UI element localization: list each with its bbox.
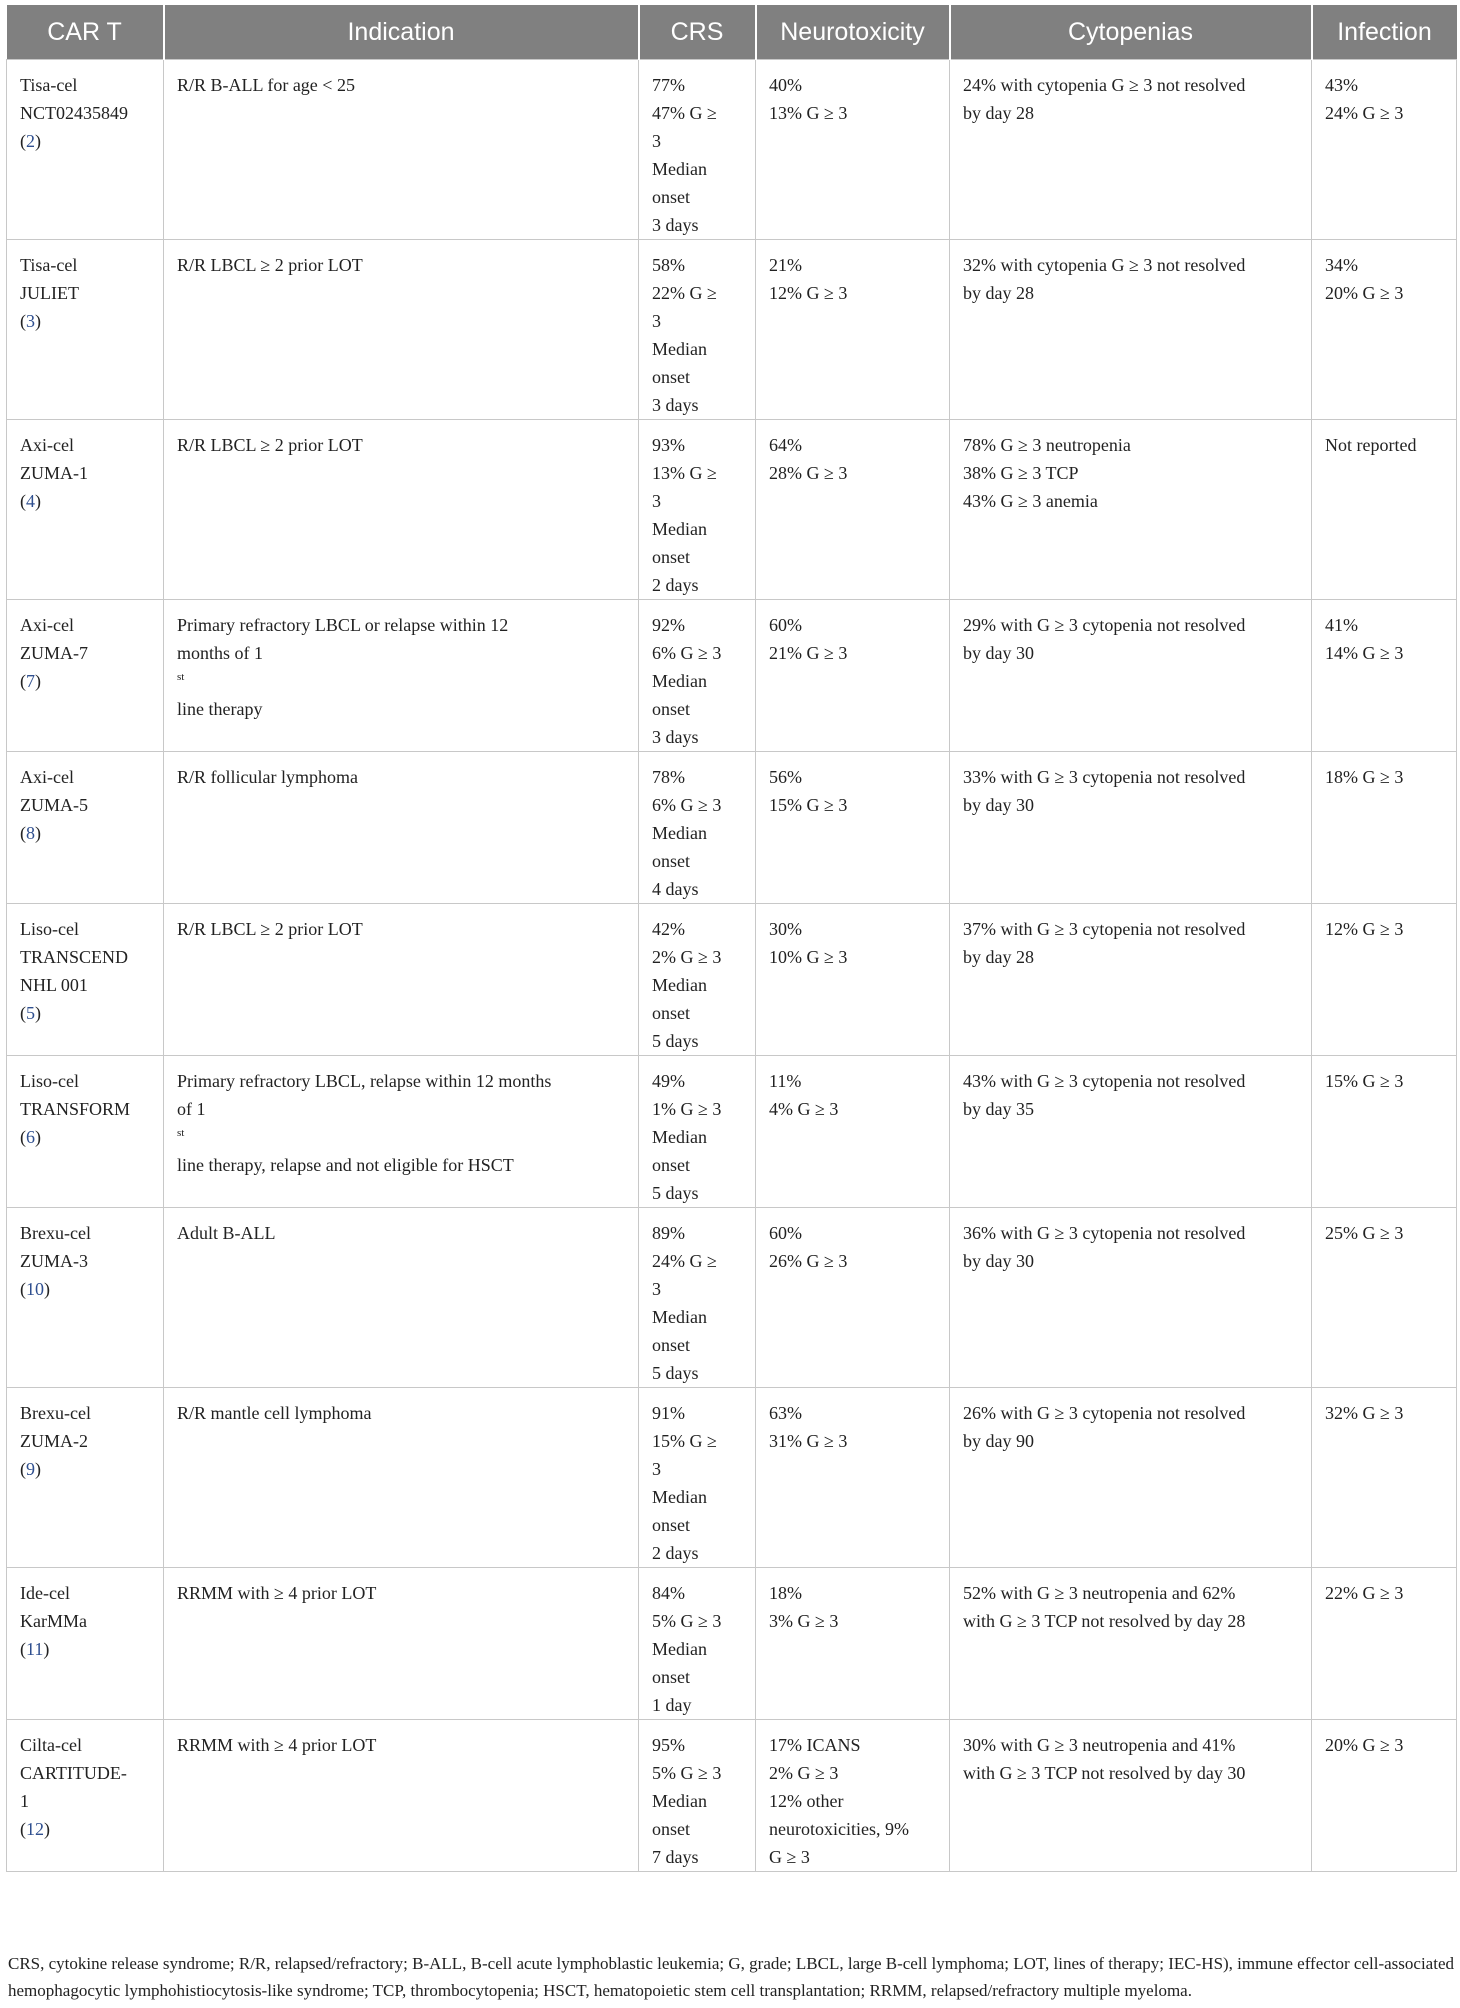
cell-neurotoxicity: [756, 240, 950, 420]
cell-infection: [1312, 420, 1457, 600]
cell-cytopenias: [950, 1208, 1312, 1388]
neurotoxicity-line: 26% G ≥ 3: [769, 1251, 848, 1271]
cell-indication: [164, 420, 639, 600]
reference-link[interactable]: 12: [26, 1819, 44, 1839]
cytopenias-line: 30% with G ≥ 3 neutropenia and 41%: [963, 1735, 1236, 1755]
neurotoxicity-line: 56%: [769, 767, 802, 787]
cell-neurotoxicity: [756, 600, 950, 752]
car-t-name-line: Brexu-cel: [20, 1403, 91, 1423]
header-infection: Infection: [1312, 5, 1457, 60]
crs-line: Median: [652, 1639, 707, 1659]
crs-line: 78%: [652, 767, 685, 787]
crs-line: 5 days: [652, 1363, 699, 1383]
cytopenias-line: by day 28: [963, 283, 1034, 303]
neurotoxicity-line: 31% G ≥ 3: [769, 1431, 848, 1451]
infection-line: 25% G ≥ 3: [1325, 1223, 1404, 1243]
table-row: [7, 1388, 1457, 1568]
car-t-name-line: Axi-cel: [20, 435, 74, 455]
infection-line: 12% G ≥ 3: [1325, 919, 1404, 939]
cell-infection: [1312, 1568, 1457, 1720]
reference-link[interactable]: 9: [26, 1459, 35, 1479]
reference: (9): [20, 1459, 41, 1479]
crs-line: onset: [652, 1515, 690, 1535]
reference: (8): [20, 823, 41, 843]
cytopenias-line: with G ≥ 3 TCP not resolved by day 30: [963, 1763, 1246, 1783]
reference-link[interactable]: 7: [26, 671, 35, 691]
crs-line: 58%: [652, 255, 685, 275]
crs-line: 3: [652, 131, 661, 151]
header-indication: Indication: [164, 5, 639, 60]
reference-link[interactable]: 10: [26, 1279, 44, 1299]
cell-infection: [1312, 904, 1457, 1056]
table-row: [7, 1208, 1457, 1388]
indication-text: RRMM with ≥ 4 prior LOT: [177, 1583, 377, 1603]
cytopenias-line: 37% with G ≥ 3 cytopenia not resolved: [963, 919, 1246, 939]
indication-text: months of 1: [177, 643, 264, 663]
cell-indication: [164, 240, 639, 420]
infection-line: 18% G ≥ 3: [1325, 767, 1404, 787]
cell-cytopenias: [950, 240, 1312, 420]
crs-line: 13% G ≥: [652, 463, 717, 483]
crs-line: 6% G ≥ 3: [652, 643, 722, 663]
neurotoxicity-line: 21% G ≥ 3: [769, 643, 848, 663]
crs-line: Median: [652, 671, 707, 691]
infection-line: 20% G ≥ 3: [1325, 283, 1404, 303]
car-t-name-line: Tisa-cel: [20, 255, 78, 275]
neurotoxicity-line: 12% other: [769, 1791, 844, 1811]
neurotoxicity-line: 21%: [769, 255, 802, 275]
indication-line: [177, 639, 625, 723]
crs-line: onset: [652, 1003, 690, 1023]
crs-line: Median: [652, 1307, 707, 1327]
crs-line: onset: [652, 1155, 690, 1175]
cell-neurotoxicity: [756, 1568, 950, 1720]
indication-text: R/R LBCL ≥ 2 prior LOT: [177, 919, 363, 939]
reference: (6): [20, 1127, 41, 1147]
car-t-name-line: TRANSFORM: [20, 1099, 131, 1119]
crs-line: 5 days: [652, 1183, 699, 1203]
crs-line: onset: [652, 1819, 690, 1839]
reference-link[interactable]: 4: [26, 491, 35, 511]
cell-car-t: [7, 1208, 164, 1388]
reference: (3): [20, 311, 41, 331]
header-row: [7, 5, 1457, 60]
crs-line: 3: [652, 1279, 661, 1299]
cell-indication: [164, 1568, 639, 1720]
cell-crs: [639, 600, 756, 752]
car-t-name-line: NCT02435849: [20, 103, 128, 123]
cell-car-t: [7, 1568, 164, 1720]
crs-line: 4 days: [652, 879, 699, 899]
neurotoxicity-line: 12% G ≥ 3: [769, 283, 848, 303]
table-row: [7, 1568, 1457, 1720]
cell-indication: [164, 600, 639, 752]
infection-line: 34%: [1325, 255, 1358, 275]
cell-car-t: [7, 1056, 164, 1208]
cell-indication: [164, 1720, 639, 1872]
indication-line: Primary refractory LBCL or relapse within 12: [177, 615, 509, 635]
car-t-name-line: ZUMA-1: [20, 463, 88, 483]
crs-line: Median: [652, 159, 707, 179]
car-t-name-line: ZUMA-3: [20, 1251, 88, 1271]
crs-line: 5% G ≥ 3: [652, 1611, 722, 1631]
crs-line: onset: [652, 187, 690, 207]
neurotoxicity-line: 30%: [769, 919, 802, 939]
crs-line: Median: [652, 823, 707, 843]
cell-crs: [639, 1388, 756, 1568]
cytopenias-line: 24% with cytopenia G ≥ 3 not resolved: [963, 75, 1246, 95]
cell-crs: [639, 904, 756, 1056]
cytopenias-line: 43% with G ≥ 3 cytopenia not resolved: [963, 1071, 1246, 1091]
infection-line: 15% G ≥ 3: [1325, 1071, 1404, 1091]
cytopenias-line: 38% G ≥ 3 TCP: [963, 463, 1079, 483]
crs-line: 5 days: [652, 1031, 699, 1051]
crs-line: 3: [652, 491, 661, 511]
cell-neurotoxicity: [756, 752, 950, 904]
indication-line: Primary refractory LBCL, relapse within 12 months: [177, 1071, 552, 1091]
crs-line: 3 days: [652, 395, 699, 415]
cell-car-t: [7, 904, 164, 1056]
cell-car-t: [7, 60, 164, 240]
cell-indication: [164, 1056, 639, 1208]
cytopenias-line: 26% with G ≥ 3 cytopenia not resolved: [963, 1403, 1246, 1423]
reference-link[interactable]: 3: [26, 311, 35, 331]
neurotoxicity-line: 63%: [769, 1403, 802, 1423]
cell-neurotoxicity: [756, 60, 950, 240]
cell-indication: [164, 904, 639, 1056]
indication-line: [177, 1095, 625, 1179]
header-crs: CRS: [639, 5, 756, 60]
neurotoxicity-line: 28% G ≥ 3: [769, 463, 848, 483]
table-container: [6, 5, 1456, 1872]
indication-text: R/R LBCL ≥ 2 prior LOT: [177, 255, 363, 275]
crs-line: 22% G ≥: [652, 283, 717, 303]
table-row: [7, 1056, 1457, 1208]
cell-indication: [164, 1388, 639, 1568]
cell-cytopenias: [950, 752, 1312, 904]
cell-car-t: [7, 600, 164, 752]
infection-line: 24% G ≥ 3: [1325, 103, 1404, 123]
indication-text: line therapy, relapse and not eligible for HSCT: [177, 1155, 514, 1175]
crs-line: 7 days: [652, 1847, 699, 1867]
cell-infection: [1312, 1388, 1457, 1568]
indication-text: R/R LBCL ≥ 2 prior LOT: [177, 435, 363, 455]
crs-line: onset: [652, 699, 690, 719]
header-car-t: CAR T: [7, 5, 164, 60]
reference: (4): [20, 491, 41, 511]
car-t-name-line: Liso-cel: [20, 1071, 79, 1091]
crs-line: 3 days: [652, 727, 699, 747]
table-row: [7, 240, 1457, 420]
neurotoxicity-line: 60%: [769, 1223, 802, 1243]
crs-line: 1% G ≥ 3: [652, 1099, 722, 1119]
table-row: [7, 904, 1457, 1056]
cell-neurotoxicity: [756, 1208, 950, 1388]
crs-line: 77%: [652, 75, 685, 95]
car-t-name-line: TRANSCEND: [20, 947, 129, 967]
neurotoxicity-line: 2% G ≥ 3: [769, 1763, 839, 1783]
car-t-toxicity-table: [6, 5, 1457, 1872]
crs-line: 2% G ≥ 3: [652, 947, 722, 967]
cell-crs: [639, 420, 756, 600]
cytopenias-line: by day 30: [963, 1251, 1034, 1271]
car-t-name-line: Cilta-cel: [20, 1735, 82, 1755]
reference: (12): [20, 1819, 50, 1839]
crs-line: 6% G ≥ 3: [652, 795, 722, 815]
car-t-name-line: CARTITUDE-: [20, 1763, 127, 1783]
neurotoxicity-line: 64%: [769, 435, 802, 455]
cell-indication: [164, 752, 639, 904]
cytopenias-line: by day 28: [963, 947, 1034, 967]
reference: (11): [20, 1639, 50, 1659]
table-row: [7, 1720, 1457, 1872]
car-t-name-line: ZUMA-7: [20, 643, 88, 663]
cytopenias-line: 33% with G ≥ 3 cytopenia not resolved: [963, 767, 1246, 787]
cell-car-t: [7, 420, 164, 600]
cytopenias-line: 36% with G ≥ 3 cytopenia not resolved: [963, 1223, 1246, 1243]
cell-crs: [639, 1568, 756, 1720]
crs-line: Median: [652, 1127, 707, 1147]
table-row: [7, 60, 1457, 240]
neurotoxicity-line: 3% G ≥ 3: [769, 1611, 839, 1631]
reference-link[interactable]: 2: [26, 131, 35, 151]
car-t-name-line: Axi-cel: [20, 767, 74, 787]
crs-line: 92%: [652, 615, 685, 635]
car-t-name-line: 1: [20, 1791, 29, 1811]
car-t-name-line: ZUMA-2: [20, 1431, 88, 1451]
neurotoxicity-line: 17% ICANS: [769, 1735, 861, 1755]
crs-line: Median: [652, 519, 707, 539]
crs-line: Median: [652, 1487, 707, 1507]
cytopenias-line: 78% G ≥ 3 neutropenia: [963, 435, 1131, 455]
crs-line: 84%: [652, 1583, 685, 1603]
cell-cytopenias: [950, 600, 1312, 752]
cytopenias-line: by day 28: [963, 103, 1034, 123]
cell-cytopenias: [950, 1388, 1312, 1568]
crs-line: 3: [652, 1459, 661, 1479]
cell-infection: [1312, 1208, 1457, 1388]
cytopenias-line: 52% with G ≥ 3 neutropenia and 62%: [963, 1583, 1236, 1603]
table-body: [7, 60, 1457, 1872]
car-t-name-line: KarMMa: [20, 1611, 87, 1631]
infection-line: 20% G ≥ 3: [1325, 1735, 1404, 1755]
cell-crs: [639, 1056, 756, 1208]
infection-line: 41%: [1325, 615, 1358, 635]
car-t-name-line: NHL 001: [20, 975, 88, 995]
crs-line: Median: [652, 975, 707, 995]
crs-line: 1 day: [652, 1695, 692, 1715]
infection-line: 43%: [1325, 75, 1358, 95]
car-t-name-line: JULIET: [20, 283, 79, 303]
ordinal-superscript: st: [177, 671, 185, 683]
cell-neurotoxicity: [756, 420, 950, 600]
reference: (7): [20, 671, 41, 691]
cell-crs: [639, 1208, 756, 1388]
crs-line: 49%: [652, 1071, 685, 1091]
cell-crs: [639, 752, 756, 904]
neurotoxicity-line: 18%: [769, 1583, 802, 1603]
neurotoxicity-line: 13% G ≥ 3: [769, 103, 848, 123]
cytopenias-line: with G ≥ 3 TCP not resolved by day 28: [963, 1611, 1246, 1631]
infection-line: 32% G ≥ 3: [1325, 1403, 1404, 1423]
cell-car-t: [7, 1720, 164, 1872]
table-row: [7, 420, 1457, 600]
cell-indication: [164, 1208, 639, 1388]
cytopenias-line: by day 35: [963, 1099, 1034, 1119]
infection-line: 14% G ≥ 3: [1325, 643, 1404, 663]
cell-crs: [639, 1720, 756, 1872]
car-t-name-line: Axi-cel: [20, 615, 74, 635]
reference-link[interactable]: 8: [26, 823, 35, 843]
reference-link[interactable]: 5: [26, 1003, 35, 1023]
cell-car-t: [7, 240, 164, 420]
neurotoxicity-line: 4% G ≥ 3: [769, 1099, 839, 1119]
cytopenias-line: 32% with cytopenia G ≥ 3 not resolved: [963, 255, 1246, 275]
neurotoxicity-line: 60%: [769, 615, 802, 635]
indication-text: of 1: [177, 1099, 206, 1119]
header-neurotoxicity: Neurotoxicity: [756, 5, 950, 60]
cell-neurotoxicity: [756, 1388, 950, 1568]
crs-line: 93%: [652, 435, 685, 455]
car-t-name-line: Brexu-cel: [20, 1223, 91, 1243]
cell-cytopenias: [950, 420, 1312, 600]
cell-cytopenias: [950, 1056, 1312, 1208]
crs-line: 2 days: [652, 575, 699, 595]
cell-infection: [1312, 60, 1457, 240]
indication-text: RRMM with ≥ 4 prior LOT: [177, 1735, 377, 1755]
crs-line: onset: [652, 547, 690, 567]
neurotoxicity-line: 10% G ≥ 3: [769, 947, 848, 967]
car-t-name-line: Tisa-cel: [20, 75, 78, 95]
header-cytopenias: Cytopenias: [950, 5, 1312, 60]
indication-text: Adult B-ALL: [177, 1223, 276, 1243]
reference-link[interactable]: 6: [26, 1127, 35, 1147]
table-footnote: CRS, cytokine release syndrome; R/R, relapsed/refractory; B-ALL, B-cell acute lymphoblastic leukemia; G, grade; LBCL, large B-cell lymphoma; LOT, lines of therapy; IEC-HS), immune effector cell-associated hemophagocytic lymphohistiocytosis-like syndrome; TCP, thrombocytopenia; HSCT, hematopoietic stem cell transplantation; RRMM, relapsed/refractory multiple myeloma.: [8, 1954, 1454, 2000]
cell-infection: [1312, 600, 1457, 752]
cell-cytopenias: [950, 1720, 1312, 1872]
crs-line: 2 days: [652, 1543, 699, 1563]
reference: (2): [20, 131, 41, 151]
cell-car-t: [7, 1388, 164, 1568]
cytopenias-line: 29% with G ≥ 3 cytopenia not resolved: [963, 615, 1246, 635]
crs-line: 42%: [652, 919, 685, 939]
cell-infection: [1312, 1056, 1457, 1208]
cytopenias-line: 43% G ≥ 3 anemia: [963, 491, 1098, 511]
indication-text: R/R mantle cell lymphoma: [177, 1403, 372, 1423]
crs-line: onset: [652, 851, 690, 871]
cell-infection: [1312, 752, 1457, 904]
crs-line: onset: [652, 367, 690, 387]
crs-line: 24% G ≥: [652, 1251, 717, 1271]
cytopenias-line: by day 30: [963, 795, 1034, 815]
car-t-name-line: Ide-cel: [20, 1583, 70, 1603]
crs-line: 3: [652, 311, 661, 331]
reference: (10): [20, 1279, 50, 1299]
crs-line: onset: [652, 1667, 690, 1687]
crs-line: 15% G ≥: [652, 1431, 717, 1451]
reference: (5): [20, 1003, 41, 1023]
cell-infection: [1312, 240, 1457, 420]
crs-line: 89%: [652, 1223, 685, 1243]
crs-line: Median: [652, 339, 707, 359]
crs-line: 91%: [652, 1403, 685, 1423]
cytopenias-line: by day 30: [963, 643, 1034, 663]
crs-line: Median: [652, 1791, 707, 1811]
cell-cytopenias: [950, 60, 1312, 240]
table-row: [7, 752, 1457, 904]
car-t-name-line: Liso-cel: [20, 919, 79, 939]
indication-text: R/R B-ALL for age < 25: [177, 75, 355, 95]
cytopenias-line: by day 90: [963, 1431, 1034, 1451]
crs-line: 3 days: [652, 215, 699, 235]
indication-text: R/R follicular lymphoma: [177, 767, 358, 787]
car-t-name-line: ZUMA-5: [20, 795, 88, 815]
cell-cytopenias: [950, 904, 1312, 1056]
neurotoxicity-line: neurotoxicities, 9%: [769, 1819, 909, 1839]
cell-neurotoxicity: [756, 1720, 950, 1872]
cell-neurotoxicity: [756, 904, 950, 1056]
crs-line: onset: [652, 1335, 690, 1355]
crs-line: 47% G ≥: [652, 103, 717, 123]
infection-line: 22% G ≥ 3: [1325, 1583, 1404, 1603]
infection-line: Not reported: [1325, 435, 1417, 455]
neurotoxicity-line: G ≥ 3: [769, 1847, 810, 1867]
neurotoxicity-line: 15% G ≥ 3: [769, 795, 848, 815]
table-row: [7, 600, 1457, 752]
cell-neurotoxicity: [756, 1056, 950, 1208]
ordinal-superscript: st: [177, 1127, 185, 1139]
neurotoxicity-line: 40%: [769, 75, 802, 95]
cell-cytopenias: [950, 1568, 1312, 1720]
cell-car-t: [7, 752, 164, 904]
cell-crs: [639, 60, 756, 240]
cell-crs: [639, 240, 756, 420]
cell-indication: [164, 60, 639, 240]
crs-line: 5% G ≥ 3: [652, 1763, 722, 1783]
reference-link[interactable]: 11: [26, 1639, 44, 1659]
indication-text: line therapy: [177, 699, 263, 719]
neurotoxicity-line: 11%: [769, 1071, 802, 1091]
crs-line: 95%: [652, 1735, 685, 1755]
cell-infection: [1312, 1720, 1457, 1872]
